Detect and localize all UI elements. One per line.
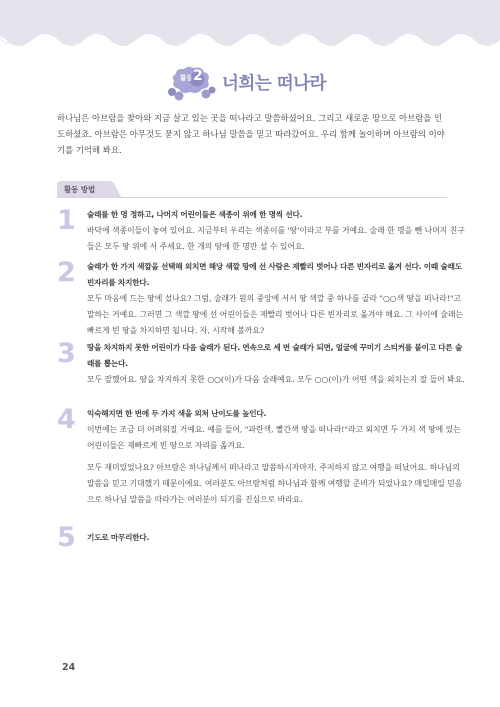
step-heading: 기도로 마무리한다.	[87, 533, 150, 542]
page-number: 24	[62, 662, 76, 673]
step-heading: 술래를 한 명 정하고, 나머지 어린이들은 색종이 위에 한 명씩 선다.	[87, 210, 303, 219]
step-number: 3	[57, 338, 76, 369]
page-title: 너희는 떠나라	[222, 74, 327, 94]
step-text: 모두 마음에 드는 땅에 섰나요? 그럼, 술래가 원의 중앙에 서서 땅 색깔 중 하나를 골라 "○○색 땅을 떠나라!"고 말하는 거예요. 그러면 그 색깔 땅에 선 어린이들은 재빨리 벗어나 다른 빈자리로 옮겨야 해요. 그 사이에 술래는 빠르게 빈 땅을 차지하면 됩니다. 자, 시작해 볼까요?	[87, 294, 464, 335]
wavy-header-band	[0, 0, 500, 60]
method-section-label: 활동 방법	[64, 185, 96, 194]
step-heading: 술래가 한 가지 색깔을 선택해 외치면 해당 색깔 땅에 선 사람은 재빨리 벗어나 다른 빈자리로 옮겨 선다. 이때 술래도 빈자리를 차지한다.	[87, 262, 462, 287]
section-divider	[57, 197, 447, 198]
activity-badge-label: 활동	[180, 74, 193, 82]
activity-badge-icon	[166, 66, 216, 102]
intro-paragraph: 하나님은 아브람을 찾아와 지금 살고 있는 곳을 떠나라고 말씀하셨어요. 그리고 새로운 땅으로 아브람을 인도하셨죠. 아브람은 아무것도 묻지 않고 하나님 말씀을 믿고 따라갔어요. 우리 함께 놀이하며 아브람의 이야기를 기억해 봐요.	[57, 113, 445, 155]
activity-title	[166, 66, 346, 102]
step-text: 바닥에 색종이들이 놓여 있어요. 지금부터 우리는 색종이를 '땅'이라고 부를 거예요. 술래 한 명을 뺀 나머지 친구들은 모두 땅 위에 서 주세요. 한 개의 땅에 한 명만 설 수 있어요.	[87, 226, 465, 251]
activity-badge-number: 2	[193, 68, 203, 84]
step-heading: 익숙해지면 한 번에 두 가지 색을 외쳐 난이도를 높인다.	[87, 409, 267, 418]
step-text: 이번에는 조금 더 어려워질 거예요. 예를 들어, "파란색, 빨간색 땅을 떠나라!"라고 외치면 두 가지 색 땅에 있는 어린이들은 재빠르게 빈 땅으로 자리를 옮겨요.	[87, 425, 461, 450]
step-text: 모두 재미있었나요? 아브람은 하나님께서 떠나라고 말씀하시자마자, 주저하지 않고 여행을 떠났어요. 하나님의 말씀을 믿고 기대했기 때문이에요. 여러분도 아브람처럼 하나님과 함께 여행할 준비가 되었나요? 매일매일 믿음으로 하나님 말씀을 따라가는 여러분이 되기를 진심으로 바라요.	[87, 463, 463, 504]
step-number: 2	[57, 257, 76, 288]
step-heading: 땅을 차지하지 못한 어린이가 다음 술래가 된다. 연속으로 세 번 술래가 되면, 얼굴에 꾸미기 스티커를 붙이고 다른 술래를 뽑는다.	[87, 343, 463, 368]
step-number: 1	[57, 205, 76, 236]
step-number: 4	[57, 404, 76, 435]
step-number: 5	[57, 522, 76, 553]
step-text: 모두 잘했어요. 땅을 차지하지 못한 ○○(이)가 다음 술래예요. 모두 ○○(이)가 어떤 색을 외치는지 잘 들어 봐요.	[87, 375, 465, 384]
